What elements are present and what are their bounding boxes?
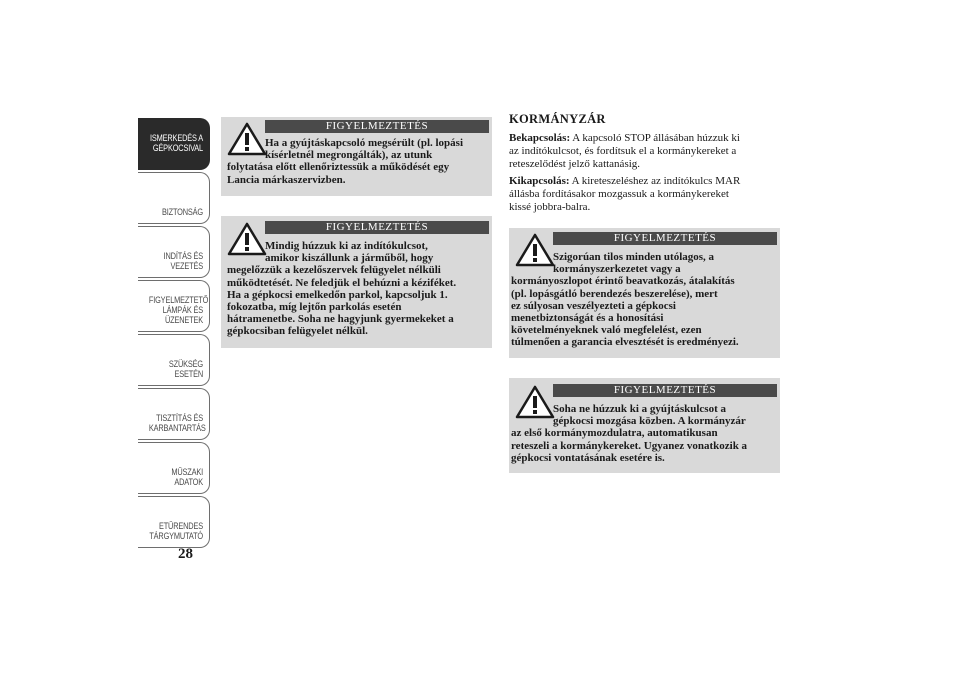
section-heading: KORMÁNYZÁR bbox=[509, 112, 606, 126]
tab-muszaki-adatok[interactable]: MŰSZAKI ADATOK bbox=[138, 442, 210, 494]
warning-box bbox=[221, 216, 492, 348]
tab-figyelmezteto-lampak[interactable]: FIGYELMEZTETŐ LÁMPÁK ÉS ÜZENETEK bbox=[138, 280, 210, 332]
warning-text bbox=[511, 403, 777, 464]
paragraph-kikapcsolas bbox=[509, 175, 779, 213]
paragraph-line: az indítókulcsot, és fordítsuk el a kormánykereket a bbox=[509, 144, 737, 157]
warning-text bbox=[511, 251, 777, 349]
paragraph-line: kissé jobbra-balra. bbox=[509, 200, 591, 213]
warning-line: fokozatba, míg lejtőn parkolás esetén bbox=[227, 301, 402, 314]
tab-ismerkedes[interactable]: ISMERKEDÉS A GÉPKOCSIVAL bbox=[138, 118, 210, 170]
term-label: Kikapcsolás: bbox=[509, 175, 570, 187]
warning-line: hátramenetbe. Soha ne hagyjunk gyermekeket a bbox=[227, 313, 454, 326]
warning-line: ez súlyosan veszélyezteti a gépkocsi bbox=[511, 299, 676, 312]
tab-targymutato[interactable]: ETŰRENDES TÁRGYMUTATÓ bbox=[138, 496, 210, 548]
tab-biztonsag[interactable]: BIZTONSÁG bbox=[138, 172, 210, 224]
warning-line: Soha ne húzzuk ki a gyújtáskulcsot a bbox=[553, 403, 726, 415]
warning-line: (pl. lopásgátló berendezés beszerelése), mert bbox=[511, 287, 718, 300]
warning-line: kormányszerkezetet vagy a bbox=[553, 263, 681, 276]
warning-box bbox=[509, 228, 780, 358]
warning-title: FIGYELMEZTETÉS bbox=[553, 384, 777, 397]
tab-tisztitas-karbantartas[interactable]: TISZTÍTÁS ÉS KARBANTARTÁS bbox=[138, 388, 210, 440]
term-label: Bekapcsolás: bbox=[509, 132, 571, 144]
warning-text bbox=[227, 240, 489, 338]
paragraph-bekapcsolas bbox=[509, 132, 779, 170]
tab-szukseg-eseten[interactable]: SZÜKSÉG ESETÉN bbox=[138, 334, 210, 386]
warning-line: Ha a gépkocsi emelkedőn parkol, kapcsoljuk 1. bbox=[227, 288, 448, 301]
warning-line: gépkocsi mozgása közben. A kormányzár bbox=[553, 415, 746, 428]
warning-line: működtetését. Ne feledjük el behúzni a kéziféket. bbox=[227, 276, 457, 289]
warning-line: az első kormánymozdulatra, automatikusan bbox=[511, 427, 718, 440]
warning-line: Szigorúan tilos minden utólagos, a bbox=[553, 251, 715, 263]
warning-line: gépkocsiban felügyelet nélkül. bbox=[227, 325, 368, 338]
warning-line: menetbiztonságát és a honosítási bbox=[511, 312, 664, 325]
paragraph-line: állásba fordításakor mozgassuk a kormánykereket bbox=[509, 187, 729, 200]
warning-line: kormányoszlopot érintő beavatkozás, átalakítás bbox=[511, 275, 735, 288]
warning-line: amikor kiszállunk a járműből, hogy bbox=[265, 252, 434, 265]
paragraph-line: Bekapcsolás: A kapcsoló STOP állásában húzzuk ki bbox=[509, 132, 740, 144]
warning-box bbox=[509, 378, 780, 473]
paragraph-line: Kikapcsolás: A kireteszeléshez az indítókulcs MAR bbox=[509, 175, 741, 187]
warning-line: folytatása előtt ellenőriztessük a működését egy bbox=[227, 161, 450, 174]
warning-line: túlmenően a garancia elvesztését is eredményezi. bbox=[511, 336, 739, 349]
warning-title: FIGYELMEZTETÉS bbox=[265, 120, 489, 133]
warning-text bbox=[227, 137, 489, 186]
warning-title: FIGYELMEZTETÉS bbox=[553, 232, 777, 245]
warning-title: FIGYELMEZTETÉS bbox=[265, 221, 489, 234]
paragraph-line: reteszelődést jelző kattanásig. bbox=[509, 157, 641, 170]
page-number: 28 bbox=[178, 546, 193, 562]
warning-line: Mindig húzzuk ki az indítókulcsot, bbox=[265, 240, 428, 252]
warning-line: megelőzzük a kezelőszervek felügyelet nélküli bbox=[227, 264, 441, 277]
warning-box bbox=[221, 117, 492, 196]
warning-line: gépkocsi vontatásának esetére is. bbox=[511, 451, 665, 464]
warning-line: követelményeknek való megfelelést, ezen bbox=[511, 324, 702, 337]
warning-line: kísérletnél megrongálták), az utunk bbox=[265, 149, 433, 162]
warning-line: Ha a gyújtáskapcsoló megsérült (pl. lopási bbox=[265, 137, 464, 149]
warning-line: reteszeli a kormánykereket. Ugyanez vonatkozik a bbox=[511, 439, 748, 452]
tab-inditas-es-vezetes[interactable]: INDÍTÁS ÉS VEZETÉS bbox=[138, 226, 210, 278]
warning-line: Lancia márkaszervizben. bbox=[227, 173, 346, 186]
